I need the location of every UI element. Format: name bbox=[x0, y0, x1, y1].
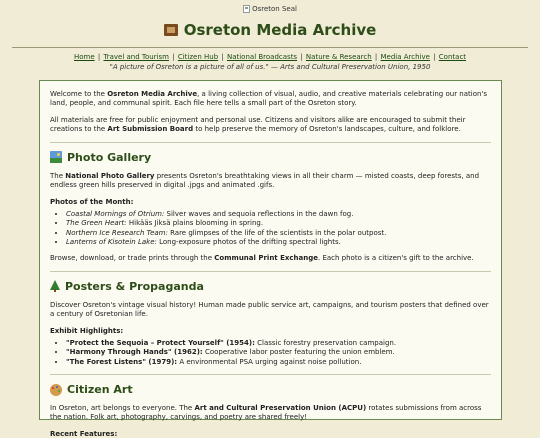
nav-nature-research[interactable]: Nature & Research bbox=[305, 53, 372, 61]
section-posters bbox=[50, 280, 491, 293]
item-desc: A environmental PSA urging against noise pollution. bbox=[177, 357, 362, 366]
citizen-text: rotates submissions from across the nation. Folk art, photography, carvings, and poetry are shared freely! bbox=[50, 404, 482, 422]
item-title: "Harmony Through Hands" (1962): bbox=[66, 348, 203, 357]
nav-travel-tourism[interactable]: Travel and Tourism bbox=[103, 53, 169, 61]
national-photo-gallery: National Photo Gallery bbox=[65, 171, 155, 180]
item-desc: Classic forestry preservation campaign. bbox=[254, 338, 397, 347]
nav-separator: | bbox=[221, 53, 224, 61]
item-desc: Cooperative labor poster featuring the union emblem. bbox=[202, 348, 395, 357]
artist-palette-icon bbox=[50, 384, 62, 396]
main-content bbox=[39, 80, 502, 438]
exhibit-highlights-heading: Exhibit Highlights: bbox=[50, 326, 124, 335]
item-desc: Long-exposure photos of the drifting spectral lights. bbox=[156, 237, 341, 246]
seal-image bbox=[243, 4, 297, 14]
photo-paragraph bbox=[50, 172, 491, 191]
posters-list bbox=[50, 339, 491, 367]
nav-citizen-hub[interactable]: Citizen Hub bbox=[177, 53, 219, 61]
list-item bbox=[66, 339, 491, 348]
nav-separator: | bbox=[374, 53, 378, 61]
photos-of-month-heading: Photos of the Month: bbox=[50, 197, 134, 206]
list-item bbox=[66, 358, 491, 367]
item-desc: Rare glimpses of the life of the scientists in the polar outpost. bbox=[167, 228, 387, 237]
header-divider bbox=[12, 47, 528, 48]
intro-text: to help preserve the memory of Osreton's landscapes, culture, and folklore. bbox=[193, 125, 461, 134]
item-title: "Protect the Sequoia – Protect Yourself" (1954): bbox=[66, 338, 255, 347]
citizen-paragraph bbox=[50, 404, 491, 423]
list-item bbox=[66, 219, 491, 228]
nav-media-archive[interactable]: Media Archive bbox=[380, 53, 430, 61]
broken-image-icon bbox=[243, 5, 250, 13]
section-photo-gallery bbox=[50, 151, 491, 164]
film-frames-icon bbox=[164, 24, 178, 36]
nav-separator: | bbox=[300, 53, 303, 61]
item-title: Northern Ice Research Team: bbox=[66, 228, 168, 237]
archive-name: Osreton Media Archive bbox=[107, 90, 198, 98]
section-divider bbox=[50, 271, 491, 272]
nav-separator: | bbox=[97, 53, 101, 61]
nav-contact[interactable]: Contact bbox=[438, 53, 467, 61]
item-desc: Silver waves and sequoia reflections in the dawn fog. bbox=[164, 209, 354, 218]
photo-text: The bbox=[50, 171, 66, 180]
nav-home[interactable]: Home bbox=[73, 53, 95, 61]
photo-text: presents Osreton's breathtaking views in all their charm — misted coasts, deep forests, and endless green hills preserved in digital .jpgs and animated .gifs. bbox=[50, 171, 480, 190]
posters-paragraph: Discover Osreton's vintage visual history! Human made public service art, campaigns, and tourism posters that defined over a century of Osretonian life. bbox=[50, 300, 489, 319]
section-divider bbox=[50, 374, 491, 375]
list-item bbox=[66, 210, 491, 219]
motto: "A picture of Osreton is a picture of all of us." — Arts and Cultural Preservation Union, 1950 bbox=[109, 63, 431, 71]
seal-alt-text: Osreton Seal bbox=[252, 5, 297, 13]
communal-print-exchange: Communal Print Exchange bbox=[214, 254, 318, 263]
citizen-text: In Osreton, art belongs to everyone. The bbox=[50, 404, 195, 412]
list-item bbox=[66, 348, 491, 357]
site-title bbox=[0, 21, 540, 39]
intro-text: Welcome to the bbox=[50, 90, 108, 98]
photo-text: . Each photo is a citizen's gift to the archive. bbox=[318, 254, 474, 263]
photos-list bbox=[50, 210, 491, 248]
landscape-photo-icon bbox=[50, 151, 62, 163]
photo-outro bbox=[50, 254, 491, 263]
item-desc: Hikääs Jiksä plains blooming in spring. bbox=[126, 219, 264, 228]
list-item bbox=[66, 229, 491, 238]
acpu-name: Art and Cultural Preservation Union (ACPU) bbox=[194, 404, 367, 412]
art-submission-board: Art Submission Board bbox=[107, 125, 194, 134]
list-item bbox=[66, 238, 491, 247]
section-title-text: Posters & Propaganda bbox=[65, 279, 204, 293]
evergreen-tree-icon bbox=[50, 280, 60, 292]
intro-text: All materials are free for public enjoyment and personal use. Citizens and visitors alike are encouraged to submit their creations to the bbox=[50, 115, 466, 134]
item-title: The Green Heart: bbox=[66, 219, 127, 228]
recent-features-heading: Recent Features: bbox=[50, 429, 118, 438]
section-divider bbox=[50, 142, 491, 143]
nav-separator: | bbox=[172, 53, 175, 61]
intro-paragraph-2 bbox=[50, 116, 491, 135]
section-citizen-art bbox=[50, 383, 491, 396]
section-title-text: Photo Gallery bbox=[67, 150, 152, 164]
nav-separator: | bbox=[433, 53, 436, 61]
item-title: Lanterns of Kisotein Lake: bbox=[66, 237, 157, 246]
main-nav bbox=[0, 53, 540, 61]
photo-text: Browse, download, or trade prints through the bbox=[50, 254, 215, 263]
intro-paragraph-1 bbox=[50, 90, 491, 109]
item-title: Coastal Mornings of Otrium: bbox=[66, 209, 165, 218]
intro-text: , a living collection of visual, audio, and creative materials celebrating our nation's land, people, and communal spirit. Each file here tells a small part of the Osreton story. bbox=[50, 90, 487, 108]
nav-national-broadcasts[interactable]: National Broadcasts bbox=[226, 53, 298, 61]
item-title: "The Forest Listens" (1979): bbox=[66, 357, 178, 366]
site-title-text: Osreton Media Archive bbox=[183, 21, 377, 39]
section-title-text: Citizen Art bbox=[67, 383, 133, 396]
page-header bbox=[0, 0, 540, 39]
